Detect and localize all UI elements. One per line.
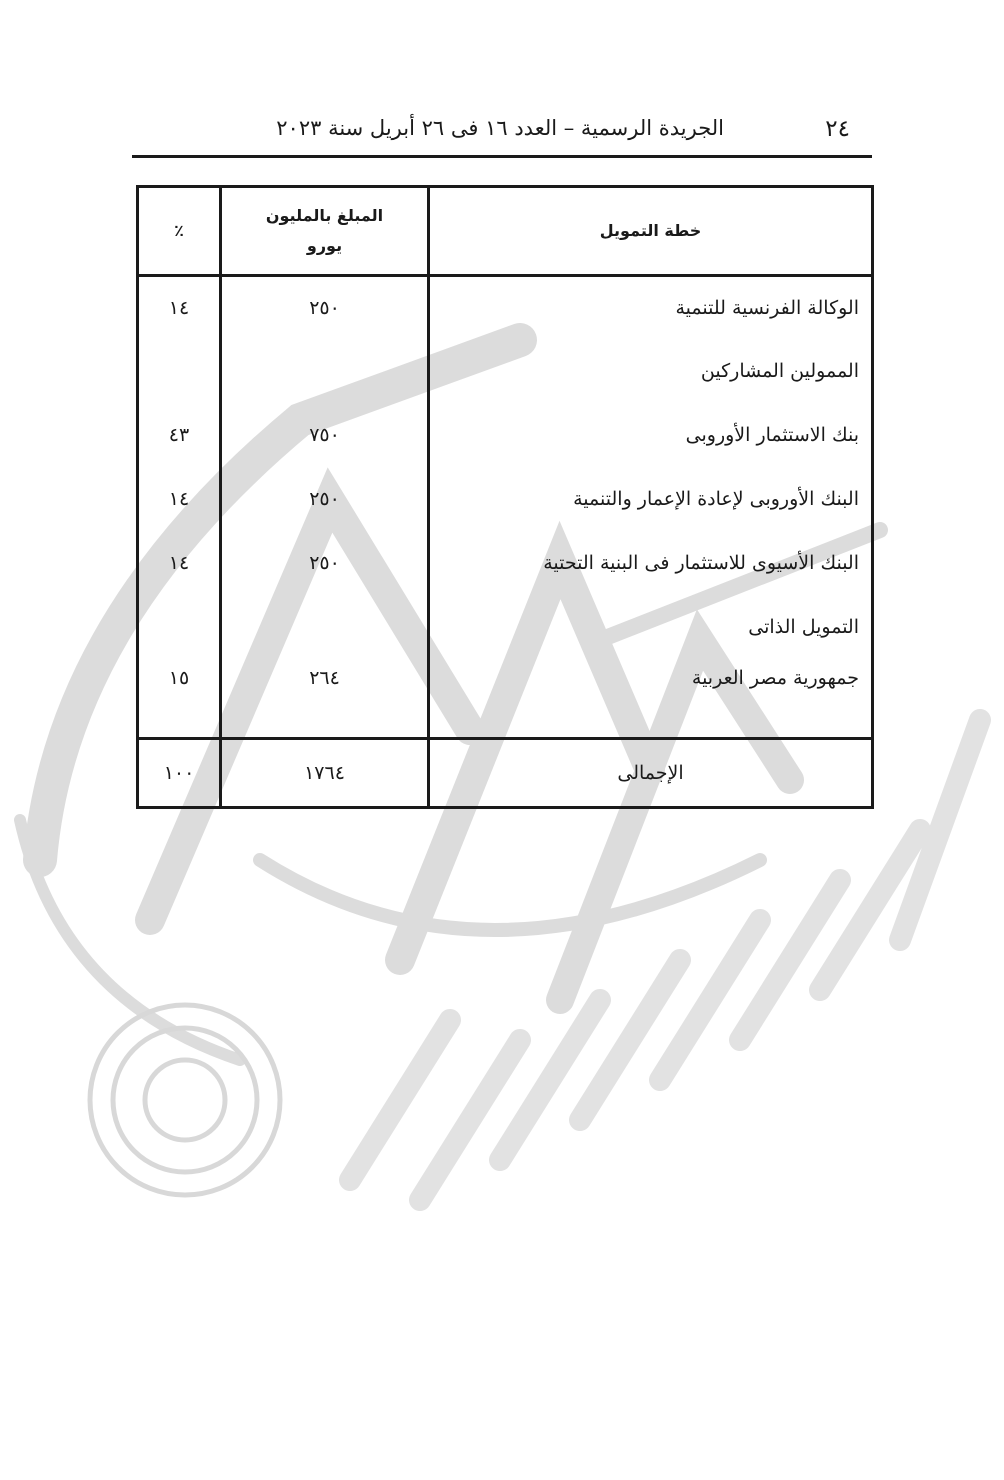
row-source: البنك الأسيوى للاستثمار فى البنية التحتية: [429, 531, 873, 595]
row-amount: ٢٥٠: [221, 276, 429, 340]
row-source: بنك الاستثمار الأوروبى: [429, 403, 873, 467]
table-header-row: [138, 187, 873, 276]
page-number: ٢٤: [825, 116, 850, 142]
table-row: [138, 531, 873, 595]
total-label: الإجمالى: [429, 739, 873, 808]
table-row: [138, 403, 873, 467]
column-header-amount-line2: يورو: [306, 236, 343, 255]
row-percent: ١٤: [138, 467, 221, 531]
column-header-percent: ٪: [138, 187, 221, 276]
header-rule: [132, 155, 872, 158]
table-row: [138, 467, 873, 531]
row-percent: ١٥: [138, 659, 221, 739]
row-source: التمويل الذاتى: [429, 595, 873, 659]
row-percent: ١٤: [138, 276, 221, 340]
row-source: الممولين المشاركين: [429, 339, 873, 403]
row-amount: [221, 339, 429, 403]
table-row: [138, 276, 873, 340]
page-header: [132, 112, 872, 150]
row-percent: [138, 339, 221, 403]
running-title: الجريدة الرسمية – العدد ١٦ فى ٢٦ أبريل سنة ٢٠٢٣: [276, 116, 724, 140]
column-header-amount-line1: المبلغ بالمليون: [265, 206, 384, 225]
row-amount: [221, 595, 429, 659]
table-row: [138, 659, 873, 739]
row-percent: [138, 595, 221, 659]
row-amount: ٢٦٤: [221, 659, 429, 739]
row-source: الوكالة الفرنسية للتنمية: [429, 276, 873, 340]
column-header-amount: [221, 187, 429, 276]
total-row: [138, 739, 873, 808]
row-percent: ٤٣: [138, 403, 221, 467]
table-row: [138, 595, 873, 659]
row-amount: ٢٥٠: [221, 531, 429, 595]
row-source: جمهورية مصر العربية: [429, 659, 873, 739]
row-amount: ٧٥٠: [221, 403, 429, 467]
row-amount: ٢٥٠: [221, 467, 429, 531]
total-percent: ١٠٠: [138, 739, 221, 808]
column-header-plan: خطة التمويل: [429, 187, 873, 276]
table-row: [138, 339, 873, 403]
total-amount: ١٧٦٤: [221, 739, 429, 808]
row-percent: ١٤: [138, 531, 221, 595]
row-source: البنك الأوروبى لإعادة الإعمار والتنمية: [429, 467, 873, 531]
funding-plan-table: [136, 185, 874, 809]
